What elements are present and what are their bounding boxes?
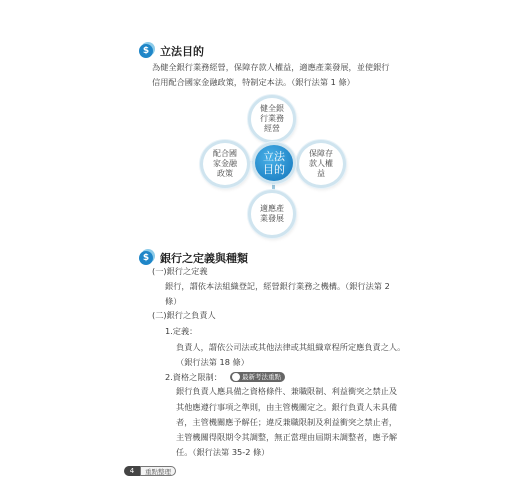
diagram-node-top: 健全銀 行業務 經營	[248, 95, 296, 143]
list-item-title: (二)銀行之負責人	[152, 310, 216, 320]
paragraph-line: 銀行負責人應具備之資格條件、兼職限制、利益衝突之禁止及	[176, 386, 398, 396]
money-bag-icon: $	[139, 44, 153, 58]
money-bag-icon: $	[139, 251, 153, 265]
paragraph-line: 銀行，謂依本法組織登記，經營銀行業務之機構。（銀行法第 2	[165, 281, 390, 291]
paragraph-line: 條）	[165, 296, 182, 306]
paragraph-line: 任。（銀行法第 35-2 條）	[176, 447, 270, 457]
sub-item-title: 1.定義：	[165, 326, 198, 336]
diagram-node-bottom: 適應產 業發展	[248, 190, 296, 238]
hot-topic-badge	[230, 372, 285, 382]
page-number: 4	[124, 466, 140, 476]
paragraph-line: 主管機關得限期令其調整，無正當理由屆期未調整者，應予解	[176, 432, 398, 442]
diagram-node-left: 配合國 家金融 政策	[200, 140, 250, 188]
diagram-node-center: 立法 目的	[252, 142, 296, 184]
sub-item-title: 2.資格之限制：	[165, 372, 222, 382]
target-icon	[232, 373, 240, 381]
paragraph-line: 者，主管機關應予解任；違反兼職限制及利益衝突之禁止者，	[176, 417, 398, 427]
section-heading: 立法目的	[160, 45, 204, 58]
paragraph-line: 信用配合國家金融政策，特制定本法。（銀行法第 1 條）	[152, 77, 355, 87]
badge-label: 最新考法重點	[242, 373, 281, 381]
paragraph-line: 其他應遵行事項之準則，由主管機關定之。銀行負責人未具備	[176, 402, 398, 412]
section-heading: 銀行之定義與種類	[160, 252, 248, 265]
paragraph-line: （銀行法第 18 條）	[176, 357, 249, 367]
paragraph-line: 負責人，謂依公司法或其他法律或其組織章程所定應負責之人。	[176, 342, 406, 352]
diagram-node-right: 保障存 款人權 益	[296, 140, 346, 188]
paragraph-line: 為健全銀行業務經營，保障存款人權益，適應產業發展，並使銀行	[152, 62, 390, 72]
list-item-title: (一)銀行之定義	[152, 266, 208, 276]
footer-tag: 重點整理	[140, 466, 176, 476]
